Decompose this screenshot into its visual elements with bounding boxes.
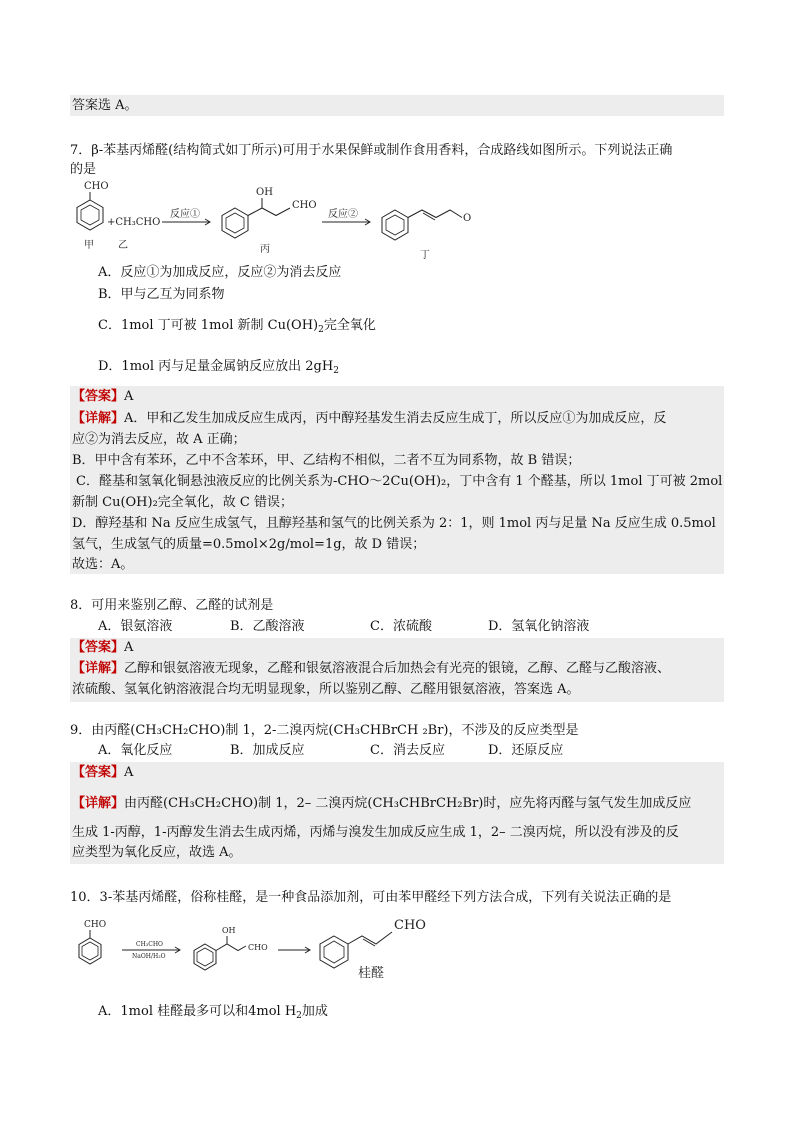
q7-detail-1: 【详解】A．甲和乙发生加成反应生成丙，丙中醇羟基发生消去反应生成丁，所以反应①为加成反应，反 — [72, 411, 667, 426]
q7-arrow1-label: 反应① — [170, 209, 200, 220]
q9-option-c: C．消去反应 — [370, 743, 445, 758]
q10-cho-1: CHO — [84, 920, 107, 930]
q9-option-d: D．还原反应 — [488, 743, 564, 758]
q10-cho-2: CHO — [248, 943, 268, 952]
q7-option-b: B．甲与乙互为同系物 — [98, 287, 225, 302]
q8-stem: 8．可用来鉴别乙醇、乙醛的试剂是 — [70, 598, 274, 613]
q8-detail-2: 浓硫酸、氢氧化钠溶液混合均无明显现象，所以鉴别乙醇、乙醛用银氨溶液，答案选 A。 — [72, 682, 580, 697]
q7-detail-8: 故选：A。 — [72, 557, 134, 572]
q8-detail-1: 【详解】乙醇和银氨溶液无现象，乙醛和银氨溶液混合后加热会有光亮的银镜，乙醇、乙醛与乙酸溶液、 — [72, 661, 671, 676]
q7-label-bing: 丙 — [260, 244, 270, 255]
q10-reagent-2: NaOH/H₂O — [132, 953, 166, 960]
q7-reaction-scheme — [70, 178, 490, 260]
previous-answer-strip — [70, 95, 724, 116]
q10-option-a: A．1mol 桂醛最多可以和4mol $H_2$加成 — [98, 1004, 328, 1021]
q10-reagent-1: CH₃CHO — [136, 941, 163, 948]
q7-bing-oh: OH — [256, 187, 273, 198]
q7-option-a: A．反应①为加成反应，反应②为消去反应 — [98, 265, 342, 280]
q10-oh: OH — [222, 926, 236, 935]
q7-jia-cho: CHO — [84, 181, 109, 192]
q7-option-c: C．1mol 丁可被 1mol 新制 $Cu(OH)_2$完全氧化 — [98, 318, 376, 335]
q9-option-b: B．加成反应 — [230, 743, 305, 758]
q8-option-b: B．乙酸溶液 — [230, 619, 305, 634]
q9-options — [98, 742, 563, 760]
q10-name-cinnamaldehyde: 桂醛 — [358, 966, 385, 981]
q7-detail-4: C．醛基和氢氧化铜悬浊液反应的比例关系为-CHO～2Cu(OH)₂，丁中含有 1 个醛基，所以 1mol 丁可被 2mol — [76, 474, 723, 489]
q9-detail-2: 生成 1-丙醇，1-丙醇发生消去生成丙烯，丙烯与溴发生加成反应生成 1，2– 二溴丙烷，所以没有涉及的反 — [72, 825, 679, 840]
q8-option-a: A．银氨溶液 — [98, 619, 173, 634]
q9-detail-3: 应类型为氧化反应，故选 A。 — [72, 845, 242, 860]
q7-ding-o: O — [463, 213, 472, 224]
q7-answer: 【答案】A — [72, 389, 134, 404]
previous-answer-line: 答案选 A。 — [72, 98, 138, 113]
q8-option-c: C．浓硫酸 — [370, 619, 432, 634]
q7-answer-block — [70, 386, 724, 574]
q9-option-a: A．氧化反应 — [98, 743, 173, 758]
q7-label-ding: 丁 — [420, 250, 430, 260]
q8-answer-block — [70, 638, 724, 702]
q10-reaction-scheme — [70, 910, 450, 982]
q7-arrow2-label: 反应② — [328, 209, 358, 220]
q8-options — [98, 618, 589, 636]
q7-label-jia: 甲 — [84, 240, 94, 251]
q7-option-d: D．1mol 丙与足量金属钠反应放出 $2gH_2$ — [98, 359, 339, 376]
q7-detail-5: 新制 Cu(OH)₂完全氧化，故 C 错误； — [72, 495, 294, 510]
q7-detail-7: 氢气，生成氢气的质量=0.5mol×2g/mol=1g，故 D 错误； — [72, 537, 426, 552]
q9-detail-1: 【详解】由丙醛(CH₃CH₂CHO)制 1，2– 二溴丙烷(CH₃CHBrCH₂Br)时，应先将丙醛与氢气发生加成反应 — [72, 796, 692, 811]
q8-answer: 【答案】A — [72, 640, 134, 655]
q7-label-yi: 乙 — [118, 240, 128, 251]
q7-reagent: +CH₃CHO — [107, 217, 161, 228]
q9-answer-block — [70, 762, 724, 864]
q7-detail-3: B．甲中含有苯环，乙中不含苯环，甲、乙结构不相似，二者不互为同系物，故 B 错误； — [72, 453, 581, 468]
q10-cho-3: CHO — [394, 918, 426, 933]
q9-stem: 9．由丙醛(CH₃CH₂CHO)制 1，2-二溴丙烷(CH₃CHBrCH ₂Br)，不涉及的反应类型是 — [70, 723, 579, 738]
q7-detail-2: 应②为消去反应，故 A 正确； — [72, 432, 246, 447]
q9-answer: 【答案】A — [72, 765, 134, 780]
q10-stem: 10．3-苯基丙烯醛，俗称桂醛，是一种食品添加剂，可由苯甲醛经下列方法合成，下列有关说法正确的是 — [70, 890, 672, 905]
q7-bing-cho: CHO — [292, 200, 317, 211]
q8-option-d: D．氢氧化钠溶液 — [488, 619, 590, 634]
q7-detail-6: D．醇羟基和 Na 反应生成氢气，且醇羟基和氢气的比例关系为 2：1，则 1mol 丙与足量 Na 反应生成 0.5mol — [72, 516, 716, 531]
q7-stem-line2: 的是 — [70, 162, 97, 177]
q7-stem-line1: 7．β-苯基丙烯醛(结构简式如丁所示)可用于水果保鲜或制作食用香料，合成路线如图所示。下列说法正确 — [70, 143, 673, 158]
